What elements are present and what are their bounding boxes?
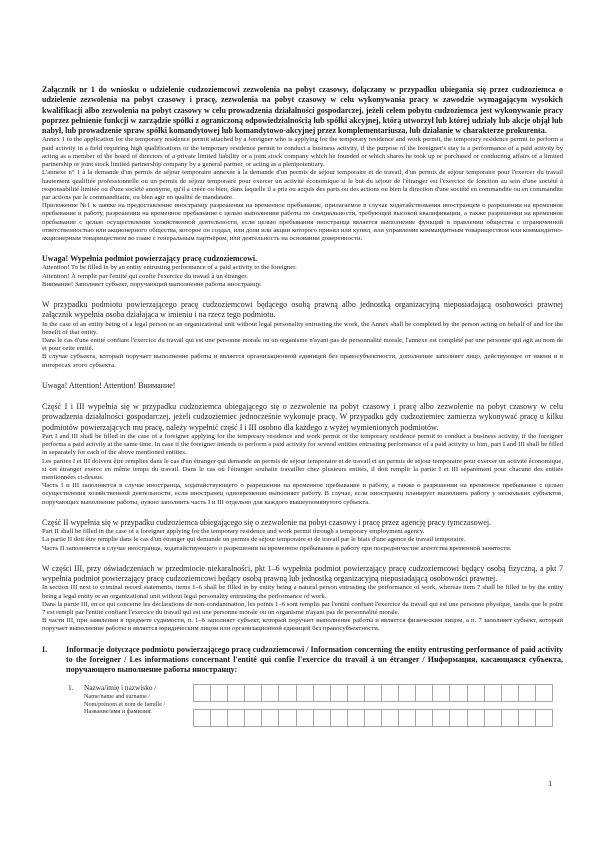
intro-paragraph-fr: L'annexe n° 1 à la demande d'un permis de séjour temporaire annexée à la demande d'un permis de séjour temporaire et de travail, d'un permis de séjour temporaire pour l'exercer du travail hautement qualifiée professionnelle ou un permis de séjour temporaire pour exercer un activité économique si le but du séjour de l'étranger est l'exercice de fonction au sein d'une société à responsabilité limitée ou d'une société anonyme, qu'il a créée ou bien, dans laquelle il a pris ou acquis des parts ou des actions ou bien la direction d'une société en commandite ou en commandite par actions par le commanditaire, ou bien agir en qualité de mandataire. bbox=[42, 169, 563, 201]
entity-legal-ru: В случае субъекта, который поручает выполнение работы и является организационной единицей без правосубъектности, дополнение заполняет лицо, действующее от имени и в интересах этого субъекта. bbox=[42, 353, 563, 369]
char-box[interactable] bbox=[331, 684, 348, 702]
char-box[interactable] bbox=[297, 684, 314, 702]
char-box[interactable] bbox=[262, 709, 279, 727]
char-box[interactable] bbox=[433, 684, 450, 702]
char-box[interactable] bbox=[365, 709, 382, 727]
item-1-labels bbox=[84, 684, 192, 734]
char-box[interactable] bbox=[382, 709, 399, 727]
intro-block bbox=[42, 85, 563, 243]
part-2-ru: Часть II заполняется в случае иностранца, ходатайствующего о разрешении на временное пребывание и работу при посредничестве агентства временной занятости. bbox=[42, 544, 512, 552]
char-box[interactable] bbox=[502, 684, 519, 702]
part-2-en: Part II shall be filled in the case of a foreigner applying for the temporary residence and work permit through a temporary employment agency. bbox=[42, 528, 425, 536]
char-box[interactable] bbox=[193, 709, 211, 727]
part-2-pl: Część II wypełnia się w przypadku cudzoziemca ubiegającego się o zezwolenie na pobyt czasowy i pracę przez agencję pracy tymczasowej. bbox=[42, 517, 492, 527]
part-3-en: In section III next to criminal record statements, items 1–6 shall be filled in by entity being a natural person entrusting the performance of work, whereas item 7 shall be filled in by the entity being a legal entity or an organizational unit without legal personality entrusting the performance of work. bbox=[42, 584, 563, 600]
page-number: 1 bbox=[548, 778, 553, 788]
char-box[interactable] bbox=[314, 684, 331, 702]
char-box[interactable] bbox=[382, 684, 399, 702]
char-box[interactable] bbox=[211, 709, 228, 727]
char-box[interactable] bbox=[536, 709, 553, 727]
char-box[interactable] bbox=[416, 709, 433, 727]
char-box[interactable] bbox=[279, 684, 296, 702]
part-3-block bbox=[42, 564, 563, 634]
part-3-pl: W części III, przy oświadczeniach w przedmiocie niekaralności, pkt 1–6 wypełnia podmiot powierzający pracę cudzoziemcowi będący osobą fizyczną, a pkt 7 wypełnia podmiot powierzający pracę cudzoziemcowi będący osobą prawną lub jednostką organizacyjną nieposiadającą osobowości prawnej. bbox=[42, 563, 563, 584]
section-1-heading bbox=[42, 645, 563, 676]
parts-1-3-pl: Część I i III wypełnia się w przypadku cudzoziemca ubiegającego się o zezwolenie na pobyt czasowy i pracę albo zezwolenie na pobyt czasowy w celu prowadzenia działalności gospodarczej, jeżeli cudzoziemiec jednocześnie wykonuje pracę. W przypadku gdy cudzoziemiec zamierza wykonywać pracę u kilku podmiotów powierzających mu pracę, należy wypełnić część I i III osobno dla każdego z wyżej wymienionych podmiotów. bbox=[42, 402, 563, 432]
name-field-boxes-row-1 bbox=[193, 684, 563, 702]
entity-legal-pl: W przypadku podmiotu powierzającego pracę cudzoziemcowi będącego osobą prawną albo jednostką organizacyjną nieposiadającą osobowości prawnej załącznik wypełnia osoba działająca w imieniu i na rzecz tego podmiotu. bbox=[42, 300, 563, 320]
note-fill-block bbox=[42, 254, 563, 289]
note-fill-ru: Внимание! Заполняет субъект, поручающий выполнение работы иностранцу. bbox=[42, 280, 262, 288]
char-box[interactable] bbox=[348, 684, 365, 702]
note-fill-en: Attention! To be filled in by an entity entrusting performance of a paid activity to the foreigner. bbox=[42, 264, 297, 272]
char-box[interactable] bbox=[331, 709, 348, 727]
char-box[interactable] bbox=[450, 684, 467, 702]
char-box[interactable] bbox=[193, 684, 211, 702]
char-box[interactable] bbox=[211, 684, 228, 702]
parts-1-3-block bbox=[42, 402, 563, 507]
part-2-fr: La partie II doit être remplie dans le cas d'un étranger qui demande un permis de séjour temporaire et de travail par le biais d'une agence de travail temporaire. bbox=[42, 536, 466, 544]
char-box[interactable] bbox=[519, 684, 536, 702]
char-box[interactable] bbox=[485, 684, 502, 702]
intro-paragraph-pl: Załącznik nr 1 do wniosku o udzielenie cudzoziemcowi zezwolenia na pobyt czasowy, dołączany w przypadku ubiegania się przez cudzoziemca o udzielenie zezwolenia na pobyt czasowy i pracę, zezwolenia na pobyt czasowy w celu wykonywania pracy w zawodzie wymagającym wysokich kwalifikacji albo zezwolenia na pobyt czasowy w celu prowadzenia działalności gospodarczej, jeżeli celem pobytu cudzoziemca jest wykonywanie pracy poprzez pełnienie funkcji w zarządzie spółki z ograniczoną odpowiedzialnością lub spółki akcyjnej, którą utworzył lub której udziały lub akcje objął lub nabył, lub prowadzenie spraw spółki komandytowej lub komandytowo-akcyjnej przez komplementariusza, lub działanie w charakterze prokurenta. bbox=[42, 85, 563, 136]
name-field-boxes-row-2 bbox=[193, 709, 563, 727]
attention-line-block bbox=[42, 381, 563, 391]
item-1-label-ru: Название/имя и фамилия: bbox=[84, 708, 152, 716]
char-box[interactable] bbox=[416, 684, 433, 702]
char-box[interactable] bbox=[262, 684, 279, 702]
char-box[interactable] bbox=[365, 684, 382, 702]
char-box[interactable] bbox=[433, 709, 450, 727]
parts-1-3-fr: Les parties I et III doivent être remplies dans le cas d'un étranger qui demande un permis de séjour temporaire et de travail et un permis de séjour temporaire pour exercer un activité économique, si cet étranger exerce en même temps du travail. Dans le cas où l'étranger souhaite travailler chez plusieurs entités, il doit remplir la partie I et III séparément pour chacune des entités mentionnées ci-dessus. bbox=[42, 457, 563, 482]
part-3-ru: В части III, при заявлении в предмете судимости, п. 1–6 заполняет субъект, который поручает выполнение работы и является физическим лицом, а п. 7 заполняет субъект, который поручает выполнение работы и является юридическим лицом или организационной единицей без правосубъектности. bbox=[42, 617, 563, 633]
char-box[interactable] bbox=[228, 684, 245, 702]
part-3-fr: Dans la partie III, en ce qui concerne les déclarations de non-condamnation, les points 1–6 sont remplis par l'entité confiant l'exercice du travail qui est une personne physique, tandis que le point 7 est rempli par l'entité confiant l'exercice du travail qui est une personne morale ou un organisme n'ayant pas de personnalité morale. bbox=[42, 600, 563, 616]
entity-legal-fr: Dans le cas d'une entité confiant l'exercice du travail qui est une personne morale ou un organisme n'ayant pas de personnalité morale, l'annexe est complété par une personne qui agit au nom de et pour cette entité. bbox=[42, 337, 563, 353]
item-1-label-en: Name/name and surname / bbox=[84, 693, 151, 701]
char-box[interactable] bbox=[245, 684, 262, 702]
char-box[interactable] bbox=[536, 684, 553, 702]
part-2-block bbox=[42, 518, 563, 553]
char-box[interactable] bbox=[399, 684, 416, 702]
char-box[interactable] bbox=[450, 709, 467, 727]
item-1-number: 1. bbox=[68, 683, 74, 693]
char-box[interactable] bbox=[297, 709, 314, 727]
char-box[interactable] bbox=[314, 709, 331, 727]
section-1-title: Informacje dotyczące podmiotu powierzającego pracę cudzoziemcowi / Information concerning the entity entrusting performance of paid activity to the foreigner / Les informations concernant l'entité qui confie l'exercice du travail à un étranger / Информация, касающаяся субъекта, поручающего выполнение работы иностранцу: bbox=[66, 644, 563, 675]
entity-legal-en: In the case of an entity being of a legal person or an organizational unit without legal personality entrusting the work, the Annex shall be completed by the person acting on behalf of and for the benefit of that entity. bbox=[42, 320, 563, 336]
char-box[interactable] bbox=[468, 709, 485, 727]
name-field bbox=[193, 684, 563, 734]
parts-1-3-en: Part I and III shall be filled in the case of a foreigner applying for the temporary residence and work permit or the temporary residence permit to conduct a business activity, if the foreigner performs a paid activity at the same time. In case if the foreigner intends to perform a paid activity for several entities entrusting performance of a paid activity to him, part I and III shall be filled in separately for each of the above mentioned entities. bbox=[42, 433, 563, 457]
item-1-label-pl: Nazwa/imię i nazwisko / bbox=[84, 683, 157, 693]
note-fill-fr: Attention! À remplir par l'entité qui confie l'exercice du travail à un étranger. bbox=[42, 272, 248, 280]
char-box[interactable] bbox=[228, 709, 245, 727]
char-box[interactable] bbox=[468, 684, 485, 702]
item-1-row bbox=[42, 684, 563, 734]
section-1-number: I. bbox=[42, 644, 48, 654]
char-box[interactable] bbox=[279, 709, 296, 727]
item-1-label-fr: Nom/prénom et nom de famille / bbox=[84, 700, 166, 708]
entity-legal-block bbox=[42, 300, 563, 370]
intro-paragraph-ru: Приложение №1 к заявке на предоставление иностранцу разрешения на временное пребывание, прилагаемое в случае ходатайствования иностранцем о разрешении на временное пребывание и работу, разрешении на временное пребывание с целью выполнения работы по специальности, требующей высокой квалификации, а также разрешении на временное пребывание с целью осуществления хозяйственной деятельности, если целью пребывания иностранца является выполнение функций в правлении общества с ограниченной ответственностью или акционерного общества, которое он создал, или доли или акции которого принял или купил, или управление коммандитным товариществом или коммандитно-акционерным товариществом во главе с генеральным партнёром, или деятельность на основании доверенности. bbox=[42, 202, 563, 242]
char-box[interactable] bbox=[519, 709, 536, 727]
char-box[interactable] bbox=[399, 709, 416, 727]
note-fill-pl: Uwaga! Wypełnia podmiot powierzający pracę cudzoziemcowi. bbox=[42, 254, 258, 264]
intro-paragraph-en: Annex 1 to the application for the temporary residence permit attached by a foreigner who is applying for the temporary residence and work permit, the temporary residence permit to perform a paid activity in a field requiring high qualifications or the temporary residence permit to conduct a business activity, if the purpose of the foreigner's stay is a performance of a paid activity by acting as a member of the board of directors of a private limited liability or a joint stock company which he founded or which shares he took up or purchased or conducting affairs of a limited partnership or joint stock limited partnership company by a general partner, or acting as a plenipotentiary. bbox=[42, 136, 563, 169]
form-content bbox=[42, 85, 563, 734]
char-box[interactable] bbox=[348, 709, 365, 727]
attention-line: Uwaga! Attention! Attention! Внимание! bbox=[42, 380, 176, 390]
parts-1-3-ru: Часть I и III заполняется в случае иностранца, ходатайствующего о разрешении на временное пребывание и работу, а также о разрешении на временное пребывание с целью осуществления хозяйственной деятельности, если иностранец одновременно выполняет работу. В случае, если иностранец планирует выполнять работу у нескольких субъектов, поручающих выполнение работы, нужно заполнить часть I и III отдельно для каждого вышеупомянутого субъекта. bbox=[42, 482, 563, 506]
char-box[interactable] bbox=[485, 709, 502, 727]
char-box[interactable] bbox=[245, 709, 262, 727]
char-box[interactable] bbox=[502, 709, 519, 727]
